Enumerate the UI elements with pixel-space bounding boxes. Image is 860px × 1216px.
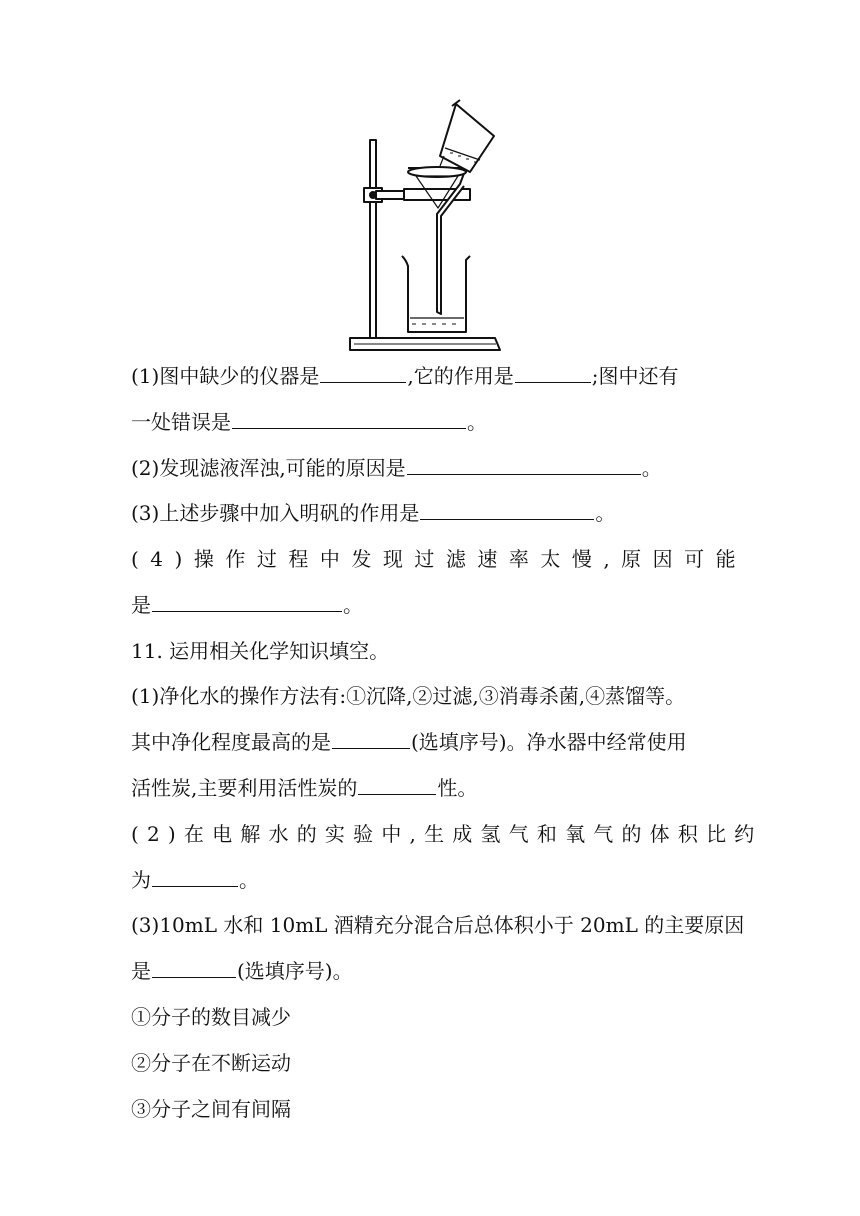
question-11-part-2-line-2: 为 。 xyxy=(131,868,259,892)
answer-blank[interactable] xyxy=(358,774,436,795)
answer-blank[interactable] xyxy=(152,866,238,887)
question-11-part-1-line-1: (1)净化水的操作方法有:①沉降,②过滤,③消毒杀菌,④蒸馏等。 xyxy=(131,684,686,708)
question-10-part-1-line-2: 一处错误是 。 xyxy=(131,410,487,434)
question-10-part-2: (2)发现滤液浑浊,可能的原因是 。 xyxy=(131,456,662,480)
question-11-part-2-line-1: (2)在电解水的实验中,生成氢气和氧气的体积比约 xyxy=(131,822,763,846)
filtration-apparatus-figure xyxy=(340,96,530,358)
question-11-part-3-line-2: 是 (选填序号)。 xyxy=(131,959,353,983)
question-10-part-4-line-1: (4)操作过程中发现过滤速率太慢,原因可能 xyxy=(131,547,748,571)
answer-blank[interactable] xyxy=(232,408,466,429)
question-11-part-1-line-2: 其中净化程度最高的是 (选填序号)。净水器中经常使用 xyxy=(131,730,687,754)
question-11-part-1-line-3: 活性炭,主要利用活性炭的 性。 xyxy=(131,776,478,800)
option-1: ①分子的数目减少 xyxy=(131,1005,291,1029)
option-2: ②分子在不断运动 xyxy=(131,1051,291,1075)
question-10-part-3: (3)上述步骤中加入明矾的作用是 。 xyxy=(131,501,616,525)
answer-blank[interactable] xyxy=(332,728,410,749)
question-11-part-3-line-1: (3)10mL 水和 10mL 酒精充分混合后总体积小于 20mL 的主要原因 xyxy=(131,913,745,937)
answer-blank[interactable] xyxy=(515,362,591,383)
answer-blank[interactable] xyxy=(152,591,342,612)
question-10-part-4-line-2: 是 。 xyxy=(131,593,363,617)
answer-blank[interactable] xyxy=(407,454,641,475)
answer-blank[interactable] xyxy=(320,362,406,383)
option-3: ③分子之间有间隔 xyxy=(131,1097,291,1121)
answer-blank[interactable] xyxy=(420,499,594,520)
answer-blank[interactable] xyxy=(152,957,236,978)
question-11-title: 11. 运用相关化学知识填空。 xyxy=(131,639,390,663)
question-10-part-1-line-1: (1)图中缺少的仪器是 ,它的作用是 ;图中还有 xyxy=(131,364,679,388)
